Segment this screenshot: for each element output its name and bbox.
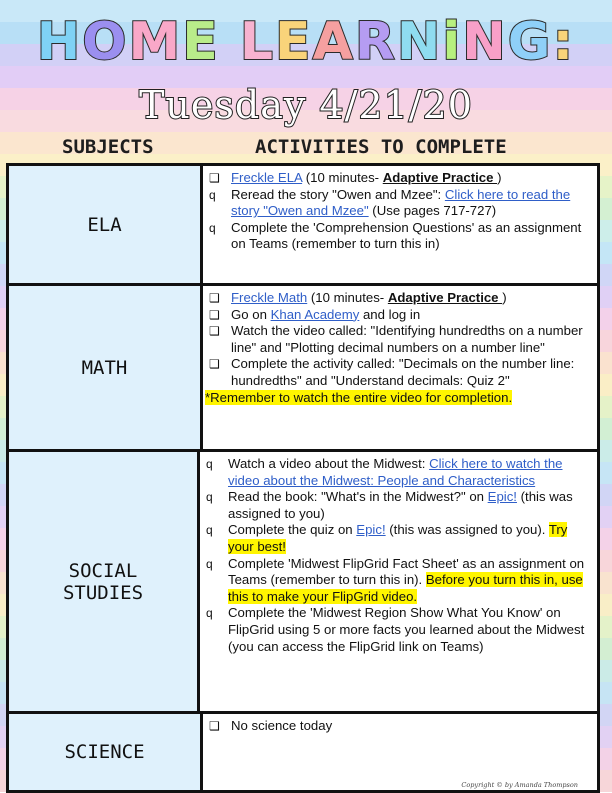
activity-item — [207, 307, 591, 324]
activities-cell — [203, 714, 597, 790]
highlighted-text: Try your best! — [228, 522, 568, 554]
activity-item — [207, 170, 591, 187]
activity-item — [204, 522, 591, 555]
title-letter: A — [312, 12, 355, 72]
activity-item — [207, 220, 591, 253]
activity-item — [204, 605, 591, 655]
plain-text: Read the book: "What's in the Midwest?" on — [228, 489, 488, 505]
activity-text — [231, 187, 591, 220]
plain-text: (Use pages 717-727) — [368, 203, 497, 219]
checkbox-bullet-icon: ❑ — [209, 171, 220, 185]
title-letter: E — [182, 12, 220, 72]
activity-text — [231, 290, 591, 307]
title-letter: N — [396, 12, 443, 72]
plain-text: (this was assigned to you). — [385, 522, 549, 538]
activity-text — [231, 718, 591, 735]
plain-text: and log in — [359, 306, 421, 322]
activity-item — [204, 556, 591, 606]
subject-row — [9, 452, 597, 714]
subject-row — [9, 286, 597, 452]
activity-text — [231, 356, 591, 389]
plain-text: Go on — [231, 306, 271, 322]
activity-item — [204, 489, 591, 522]
activity-item — [207, 356, 591, 389]
plain-text: (10 minutes- — [302, 170, 383, 185]
activity-item — [204, 456, 591, 489]
plain-text: Complete the 'Midwest Region Show What You Know' on FlipGrid using 5 or more facts you learned about the Midwest (you can access the FlipGrid link on Teams) — [228, 605, 585, 654]
plain-text: Complete the quiz on — [228, 522, 357, 538]
highlighted-text: Before you turn this in, use this to make your FlipGrid video. — [228, 572, 583, 604]
title-letter: L — [239, 12, 276, 72]
title-letter: M — [128, 12, 183, 72]
title-letter: E — [275, 12, 313, 72]
subjects-header: SUBJECTS — [62, 136, 154, 158]
activity-link[interactable]: Click here to watch the video about the Midwest: People and Characteristics — [228, 456, 563, 488]
activity-text — [228, 605, 591, 655]
activity-link[interactable]: Epic! — [487, 489, 517, 505]
activity-item — [207, 290, 591, 307]
checkbox-bullet-icon: q — [209, 220, 216, 235]
checkbox-bullet-icon: ❑ — [209, 357, 220, 372]
activity-item — [207, 323, 591, 356]
activity-item — [207, 718, 591, 735]
plain-text: Reread the story "Owen and Mzee": — [231, 186, 445, 202]
page-title — [0, 6, 612, 78]
activities-cell — [200, 452, 597, 711]
activities-header: ACTIVITIES TO COMPLETE — [255, 136, 507, 158]
title-letter — [220, 12, 240, 72]
title-letter: N — [462, 12, 508, 72]
activity-text — [228, 522, 591, 555]
checkbox-bullet-icon: q — [209, 187, 216, 202]
emphasis-text: Adaptive Practice — [387, 290, 503, 305]
title-letter: H — [36, 12, 83, 72]
title-letter: R — [354, 12, 397, 72]
activity-text — [231, 220, 591, 253]
activity-link[interactable]: Khan Academy — [270, 306, 360, 322]
title-letter: G — [507, 12, 553, 72]
schedule-table — [6, 163, 600, 793]
plain-text: ) — [497, 170, 502, 185]
checkbox-bullet-icon: q — [206, 457, 213, 471]
subject-label: SOCIAL STUDIES — [9, 452, 200, 711]
column-headers — [0, 136, 612, 166]
plain-text: (this was assigned to you) — [228, 489, 573, 521]
checkbox-bullet-icon: q — [206, 606, 213, 621]
checkbox-bullet-icon: q — [206, 523, 213, 538]
plain-text: Complete 'Midwest FlipGrid Fact Sheet' as an assignment on Teams (remember to turn this in). — [228, 555, 585, 588]
emphasis-text: Adaptive Practice — [382, 170, 498, 185]
activity-link[interactable]: Epic! — [356, 522, 386, 538]
plain-text: Watch a video about the Midwest: — [228, 456, 430, 471]
plain-text: ) — [502, 290, 507, 305]
checkbox-bullet-icon: q — [206, 556, 213, 571]
plain-text: Watch the video called: "Identifying hundredths on a number line" and "Plotting decimal numbers on a number line" — [231, 323, 583, 355]
subject-row — [9, 166, 597, 286]
activity-item — [207, 187, 591, 220]
activity-text — [231, 307, 591, 324]
activities-cell — [203, 286, 597, 449]
activity-text — [231, 170, 591, 187]
activity-text — [231, 323, 591, 356]
checkbox-bullet-icon: ❑ — [209, 307, 220, 322]
checkbox-bullet-icon: ❑ — [209, 719, 220, 733]
activities-cell — [203, 166, 597, 283]
activity-text — [228, 556, 591, 606]
checkbox-bullet-icon: q — [206, 490, 213, 505]
plain-text: (10 minutes- — [307, 290, 388, 305]
plain-text: Complete the activity called: "Decimals on the number line: hundredths" and "Understand decimals: Quiz 2" — [231, 356, 575, 388]
activity-link[interactable]: Freckle ELA — [231, 170, 303, 185]
activity-text — [228, 456, 591, 489]
activity-link[interactable]: Freckle Math — [231, 290, 308, 305]
subject-label: MATH — [9, 286, 203, 449]
date-subtitle: Tuesday 4/21/20 — [139, 83, 473, 127]
title-letter: O — [82, 12, 129, 72]
title-letter: : — [552, 12, 576, 72]
checkbox-bullet-icon: ❑ — [209, 291, 220, 305]
plain-text: No science today — [231, 718, 333, 733]
subject-label: ELA — [9, 166, 203, 283]
completion-reminder-note: *Remember to watch the entire video for completion. — [205, 389, 513, 405]
copyright-footer: Copyright © by Amanda Thompson — [461, 781, 578, 789]
title-letter: i — [442, 12, 463, 72]
activity-text — [228, 489, 591, 522]
subject-label: SCIENCE — [9, 714, 203, 790]
checkbox-bullet-icon: ❑ — [209, 324, 220, 339]
activity-link[interactable]: Click here to read the story "Owen and Mzee" — [231, 186, 571, 219]
plain-text: Complete the 'Comprehension Questions' as an assignment on Teams (remember to turn this in) — [231, 219, 582, 252]
